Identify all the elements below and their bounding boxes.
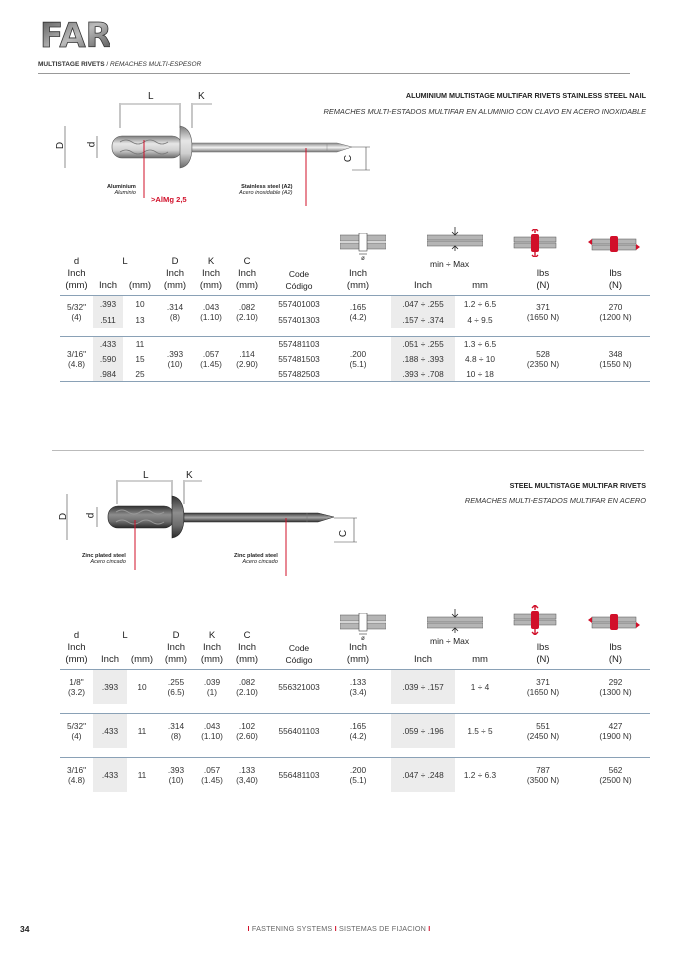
table-cell: 556401103 xyxy=(265,714,333,748)
table-cell: 556321003 xyxy=(265,670,333,704)
hdr-D-2: D xyxy=(172,630,180,641)
table-cell: 556481103 xyxy=(265,758,333,792)
table-cell: 4 ÷ 9.5 xyxy=(467,314,493,325)
table-cell: .200 (5.1) xyxy=(333,758,383,792)
header-divider xyxy=(38,73,630,74)
table-cell: 11 xyxy=(123,337,157,352)
table-cell: 427 (1900 N) xyxy=(581,714,650,748)
section-title-en: MULTISTAGE RIVETS xyxy=(38,61,105,68)
spec-table-aluminium xyxy=(60,256,650,383)
hdr-L-2: L xyxy=(122,630,128,641)
material-nail-es: Acero inoxidable (A2) xyxy=(239,190,293,196)
dim-K-2: K xyxy=(186,470,193,481)
table-cell: 3/16" (4.8) xyxy=(60,337,93,382)
table-cell: .393 ÷ .708 xyxy=(391,367,455,382)
material-body-es-2: Acero cincado xyxy=(90,559,126,565)
hdr-C-inch-2: Inch xyxy=(238,642,256,653)
table-cell: 25 xyxy=(135,368,145,379)
steel-rivet-diagram xyxy=(52,472,372,582)
table-cell: 551 (2450 N) xyxy=(505,714,581,748)
table-cell: .393 xyxy=(93,296,123,312)
dim-d-2: d xyxy=(85,512,97,519)
table-cell: 3/16" (4.8) xyxy=(60,758,93,792)
hdr-tensile-lbs: lbs xyxy=(609,268,622,279)
dim-L-2: L xyxy=(143,470,149,481)
hdr-C-mm-2: (mm) xyxy=(235,654,259,665)
footer-bar-mid: I xyxy=(334,924,337,933)
table-cell: .393 xyxy=(93,670,127,704)
table-cell: .200 (5.1) xyxy=(333,337,383,382)
table-cell: 10 xyxy=(127,670,157,704)
hdr-C-inch: Inch xyxy=(238,268,256,279)
table-cell: 11 xyxy=(127,714,157,748)
hole-symbol-2: ø xyxy=(361,636,365,641)
table-cell: .188 ÷ .393 xyxy=(391,352,455,367)
material-label-nail xyxy=(239,184,292,196)
table-cell: 4.8 ÷ 10 xyxy=(465,354,495,364)
table-cell: 270 (1200 N) xyxy=(581,296,650,328)
dim-d: d xyxy=(86,141,98,148)
table-cell: 557481103 xyxy=(265,337,333,352)
footer-bar-right: I xyxy=(428,924,431,933)
grip-label-2: min ÷ Max xyxy=(430,636,470,646)
hdr-shear-n-2: (N) xyxy=(536,654,550,665)
aluminium-rivet-diagram xyxy=(52,88,372,208)
table-cell: 1.2 ÷ 6.3 xyxy=(455,758,505,792)
hdr-d-2: d xyxy=(73,630,80,641)
table-cell: 557481503 xyxy=(278,354,320,364)
dim-D: D xyxy=(55,141,67,150)
hdr-C-mm: (mm) xyxy=(235,280,259,291)
hdr-d-mm: (mm) xyxy=(65,280,88,291)
dim-K: K xyxy=(198,91,205,102)
table-cell: .039 ÷ .157 xyxy=(391,670,455,704)
table-cell: .590 xyxy=(93,352,123,367)
alloy-label: >AlMg 2,5 xyxy=(151,195,187,204)
table-cell: .314 (8) xyxy=(157,296,193,328)
hdr-shear-lbs: lbs xyxy=(536,268,550,279)
hdr-C-2: C xyxy=(243,630,251,641)
hdr-tensile-n: (N) xyxy=(608,280,623,291)
logo-text: FAR xyxy=(40,16,110,52)
hdr-d-inch: Inch xyxy=(67,268,86,279)
footer-text-en: FASTENING SYSTEMS xyxy=(251,924,333,933)
section-header xyxy=(38,61,201,68)
section-title-es: REMACHES MULTI-ESPESOR xyxy=(110,61,202,68)
table-cell: .133 (3,40) xyxy=(229,758,265,792)
material-label-nail-2 xyxy=(234,553,278,565)
table-cell: 371 (1650 N) xyxy=(505,670,581,704)
hole-symbol: ø xyxy=(361,256,365,261)
table-cell: .165 (4.2) xyxy=(333,714,383,748)
hdr-L-mm: (mm) xyxy=(128,280,152,291)
hdr-D-inch: Inch xyxy=(166,268,184,279)
table-row xyxy=(60,670,650,704)
table-cell: 1.2 ÷ 6.5 xyxy=(455,296,505,312)
hdr-L: L xyxy=(122,256,128,267)
hdr-tensile-lbs-2: lbs xyxy=(609,642,622,653)
material-body-en: Aluminium xyxy=(107,184,136,190)
dim-C: C xyxy=(343,154,355,163)
section-divider xyxy=(52,450,644,451)
table-cell: 1.3 ÷ 6.5 xyxy=(455,337,505,352)
table-cell: .511 xyxy=(93,312,123,328)
table-cell: 557482503 xyxy=(278,368,320,379)
table-cell: .314 (8) xyxy=(157,714,195,748)
table-cell: .157 ÷ .374 xyxy=(391,312,455,328)
hdr-K-2: K xyxy=(208,630,216,641)
hdr-D: D xyxy=(171,256,179,267)
table-cell: 10 xyxy=(123,296,157,312)
dim-L: L xyxy=(148,91,154,102)
hdr-L-inch: Inch xyxy=(99,280,117,291)
table-cell: .114 (2.90) xyxy=(229,337,265,382)
table-cell: .393 (10) xyxy=(157,758,195,792)
far-logo xyxy=(38,14,110,52)
hdr-code-es: Código xyxy=(285,281,313,291)
table-cell: .433 xyxy=(93,758,127,792)
table-cell: .133 (3.4) xyxy=(333,670,383,704)
hdr-K-mm-2: (mm) xyxy=(200,654,224,665)
hdr-code-en: Code xyxy=(288,269,310,279)
material-body-en-2: Zinc plated steel xyxy=(82,553,126,559)
hdr-shear-lbs-2: lbs xyxy=(536,642,550,653)
hdr-grip-mm: mm xyxy=(472,280,488,291)
table-cell: .043 (1.10) xyxy=(193,296,229,328)
material-label-body-2 xyxy=(82,553,126,565)
table-cell: 10 ÷ 18 xyxy=(466,368,494,379)
section2-title: STEEL MULTISTAGE MULTIFAR RIVETS xyxy=(509,481,646,490)
table-cell: 557401003 xyxy=(265,296,333,312)
page-number: 34 xyxy=(20,924,30,934)
table-cell: .433 xyxy=(93,714,127,748)
table-cell: 11 xyxy=(127,758,157,792)
table-cell: .047 ÷ .248 xyxy=(391,758,455,792)
hdr-grip-mm-2: mm xyxy=(472,654,488,665)
table-cell: .102 (2.60) xyxy=(229,714,265,748)
hdr-code-en-2: Code xyxy=(288,643,310,653)
hdr-D-inch-2: Inch xyxy=(167,642,185,653)
hdr-d-mm-2: (mm) xyxy=(65,654,88,665)
hdr-D-mm: (mm) xyxy=(163,280,187,291)
table-cell: 1 ÷ 4 xyxy=(455,670,505,704)
material-nail-en-2: Zinc plated steel xyxy=(234,553,278,559)
hdr-hole-mm-2: (mm) xyxy=(346,654,370,665)
spec-table-steel xyxy=(60,630,650,792)
table-cell: 5/32" (4) xyxy=(60,714,93,748)
table-cell: 562 (2500 N) xyxy=(581,758,650,792)
hdr-L-inch-2: Inch xyxy=(101,654,119,665)
hdr-hole-mm: (mm) xyxy=(346,280,370,291)
material-body-es: Aluminio xyxy=(114,190,136,196)
table-cell: 557401303 xyxy=(278,314,320,325)
hdr-d: d xyxy=(73,256,80,267)
table-cell: 1.5 ÷ 5 xyxy=(455,714,505,748)
footer-text-es: SISTEMAS DE FIJACION xyxy=(339,924,427,933)
grip-range-icon xyxy=(427,227,483,256)
hdr-K-mm: (mm) xyxy=(199,280,223,291)
table-cell: .433 xyxy=(93,337,123,352)
hdr-hole-inch: Inch xyxy=(349,268,367,279)
table-row xyxy=(60,337,650,352)
material-nail-es-2: Acero cincado xyxy=(242,559,278,565)
table-cell: .059 ÷ .196 xyxy=(391,714,455,748)
table-cell: .082 (2.10) xyxy=(229,296,265,328)
hdr-grip-inch-2: Inch xyxy=(414,654,432,665)
table-cell: .984 xyxy=(93,367,123,382)
dim-D-2: D xyxy=(58,512,70,521)
table-cell: .051 ÷ .255 xyxy=(391,337,455,352)
hdr-C: C xyxy=(243,256,251,267)
table-cell: .393 (10) xyxy=(157,337,193,382)
table-cell: .039 (1) xyxy=(195,670,229,704)
table-cell: .082 (2.10) xyxy=(229,670,265,704)
footer xyxy=(0,924,678,933)
hdr-K-inch-2: Inch xyxy=(203,642,221,653)
table-cell: 348 (1550 N) xyxy=(581,337,650,382)
hdr-K: K xyxy=(207,256,215,267)
table-cell: 371 (1650 N) xyxy=(505,296,581,328)
table-cell: .043 (1.10) xyxy=(195,714,229,748)
hdr-D-mm-2: (mm) xyxy=(164,654,188,665)
hdr-L-mm-2: (mm) xyxy=(130,654,154,665)
material-nail-en: Stainless steel (A2) xyxy=(241,184,293,190)
section1-title: ALUMINIUM MULTISTAGE MULTIFAR RIVETS STAINLESS STEEL NAIL xyxy=(405,91,646,100)
hdr-shear-n: (N) xyxy=(536,280,550,291)
material-label-body xyxy=(107,184,136,196)
table-cell: 13 xyxy=(135,314,145,325)
hdr-grip-inch: Inch xyxy=(414,280,432,291)
hdr-tensile-n-2: (N) xyxy=(608,654,623,665)
table-cell: 5/32" (4) xyxy=(60,296,93,328)
table-cell: .057 (1.45) xyxy=(195,758,229,792)
dim-C-2: C xyxy=(338,529,350,538)
hdr-d-inch-2: Inch xyxy=(67,642,86,653)
hdr-hole-inch-2: Inch xyxy=(349,642,367,653)
table-row xyxy=(60,714,650,748)
table-cell: 528 (2350 N) xyxy=(505,337,581,382)
table-cell: 292 (1300 N) xyxy=(581,670,650,704)
table-cell: .255 (6.5) xyxy=(157,670,195,704)
section-separator: / xyxy=(106,61,109,68)
table-cell: 787 (3500 N) xyxy=(505,758,581,792)
table-cell: .165 (4.2) xyxy=(333,296,383,328)
footer-bar-left: I xyxy=(247,924,250,933)
hdr-code-es-2: Código xyxy=(285,655,313,665)
table-cell: 15 xyxy=(135,354,145,364)
table-cell: .057 (1.45) xyxy=(193,337,229,382)
section1-subtitle: REMACHES MULTI-ESTADOS MULTIFAR EN ALUMINIO CON CLAVO EN ACERO INOXIDABLE xyxy=(323,107,646,116)
table-cell: .047 ÷ .255 xyxy=(391,296,455,312)
table-row xyxy=(60,296,650,312)
section2-subtitle: REMACHES MULTI-ESTADOS MULTIFAR EN ACERO xyxy=(464,496,646,505)
hdr-K-inch: Inch xyxy=(202,268,220,279)
table-cell: 1/8" (3.2) xyxy=(60,670,93,704)
table-row xyxy=(60,758,650,792)
grip-label-1: min ÷ Max xyxy=(430,259,470,269)
